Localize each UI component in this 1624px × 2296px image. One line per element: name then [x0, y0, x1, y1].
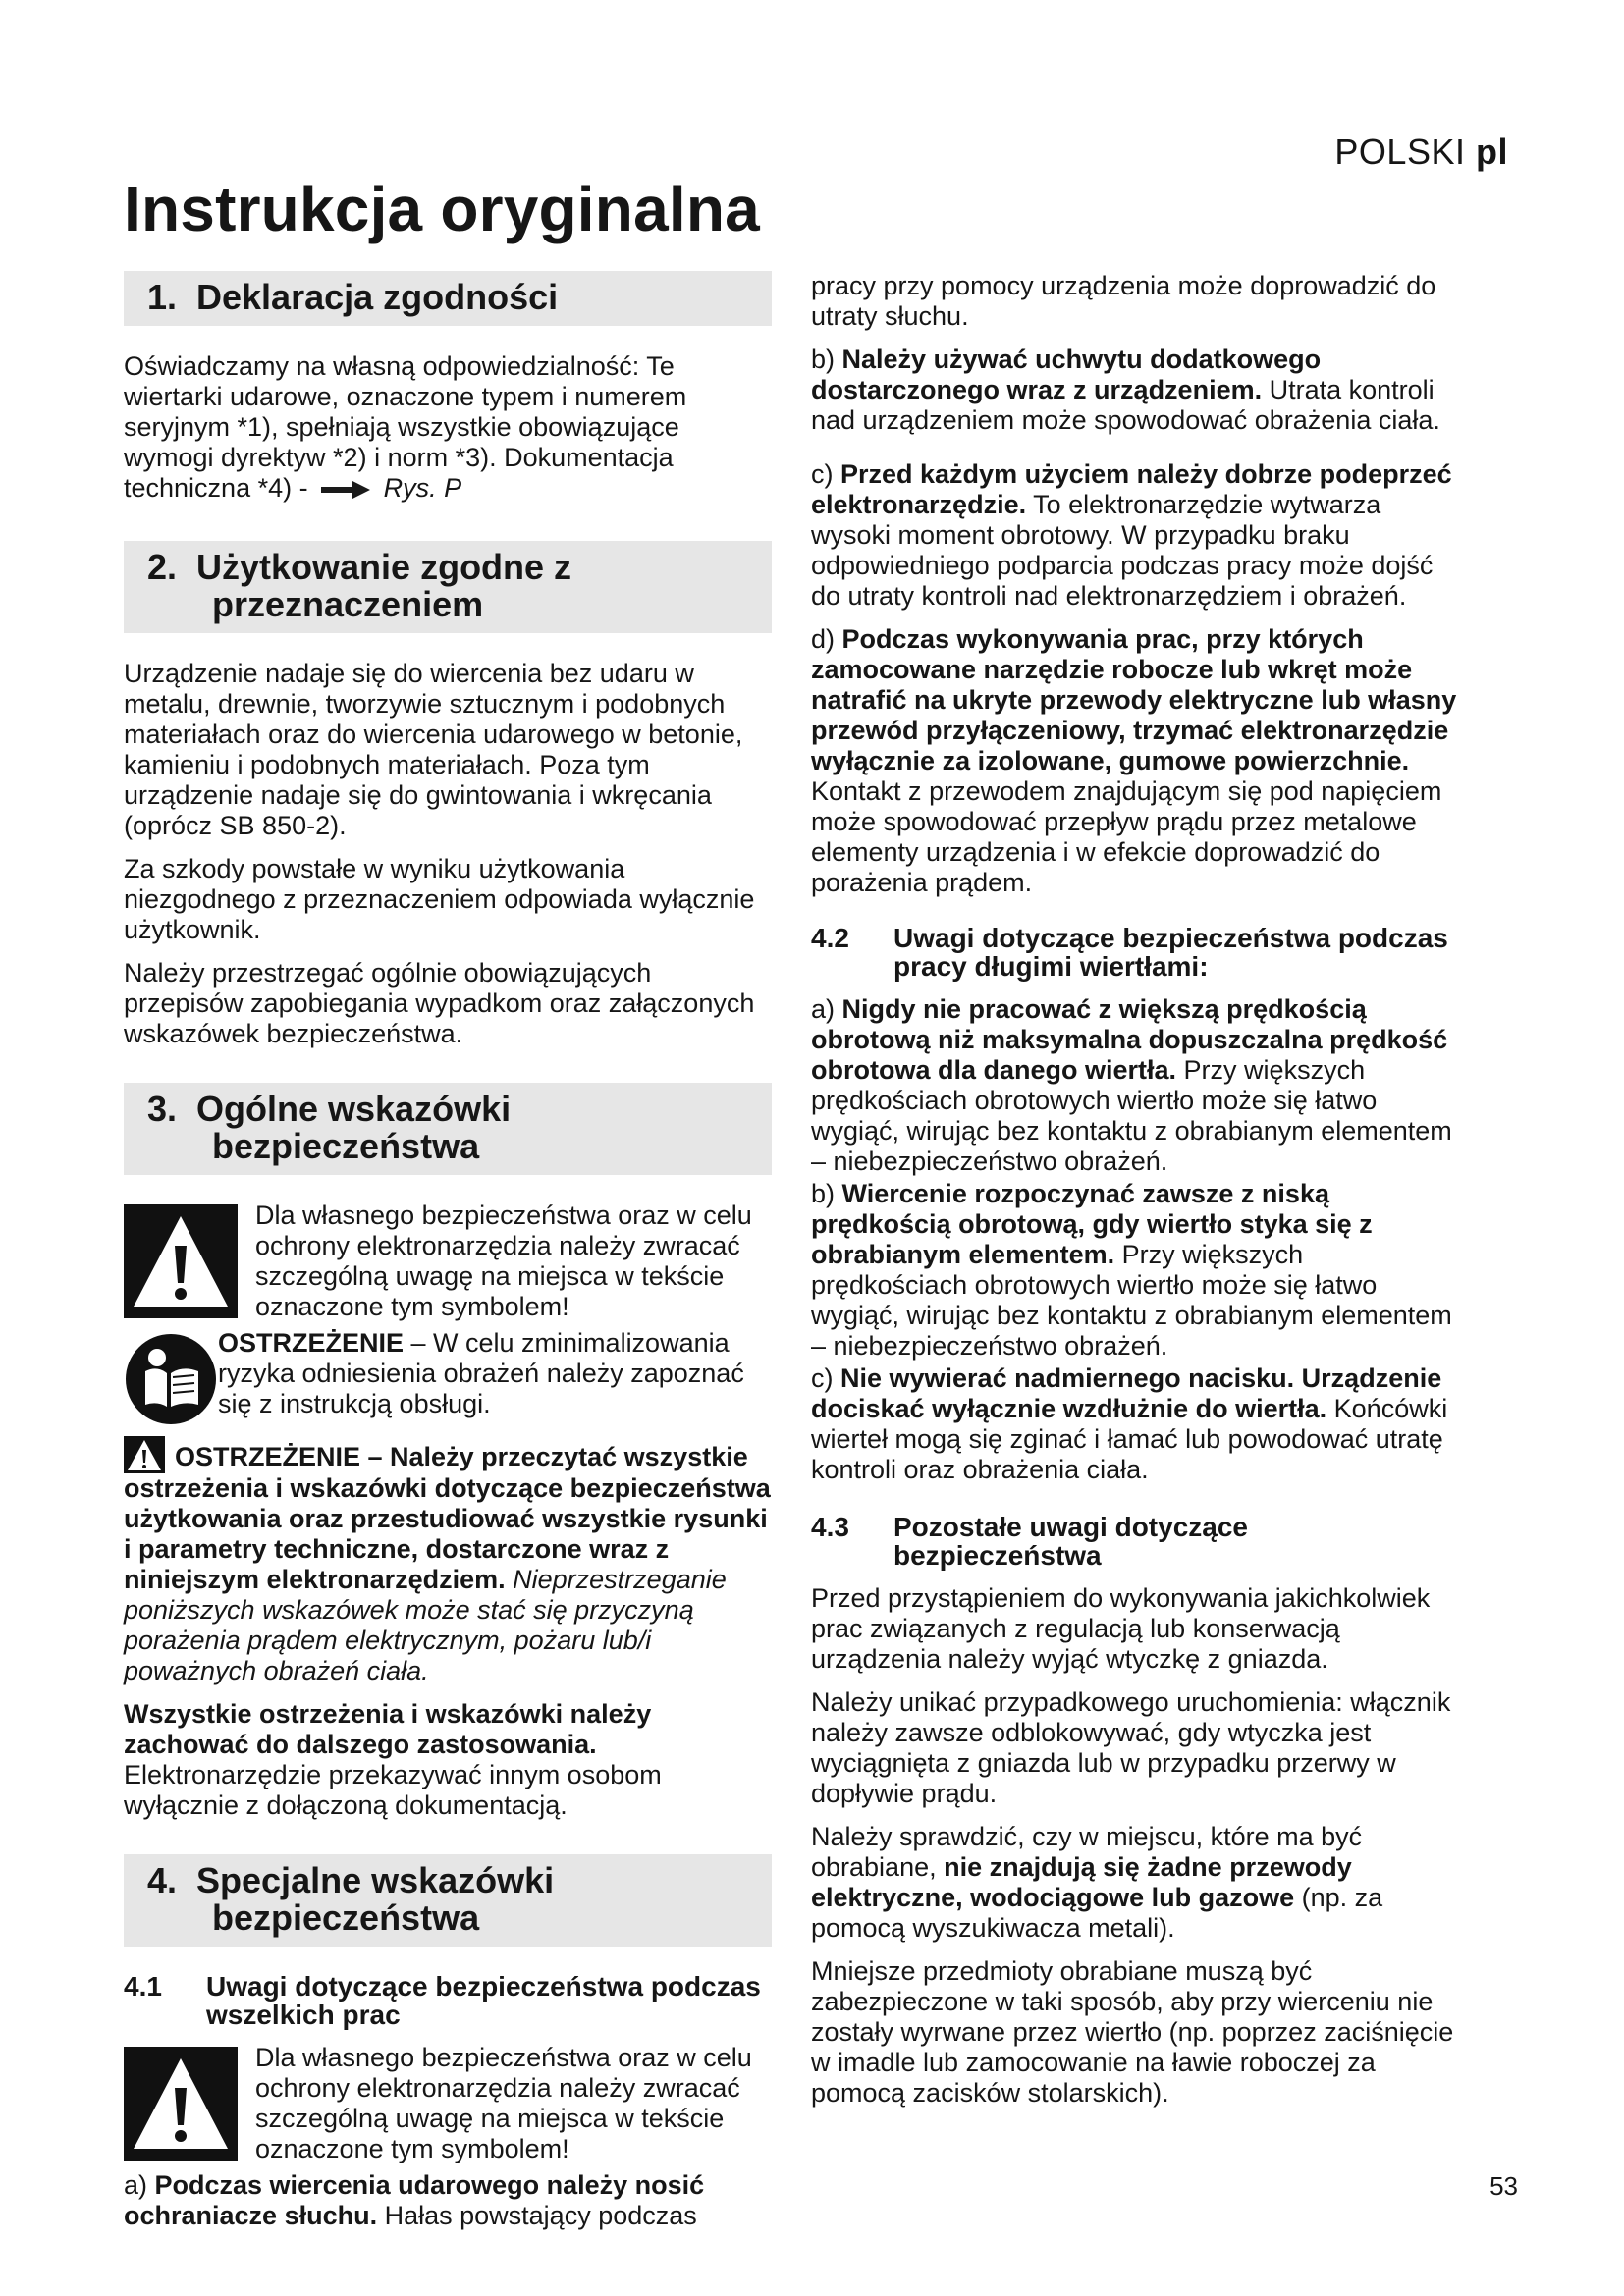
warning-notice: Dla własnego bezpieczeństwa oraz w celu ochrony elektronarzędzia należy zwracać szczególną uwagę na miejsca w tekście oznaczone tym symbolem! [124, 2043, 772, 2164]
read-manual-icon [124, 1332, 218, 1426]
usage-paragraph-2: Za szkody powstałe w wyniku użytkowania niezgodnego z przeznaczeniem odpowiada wyłącznie użytkownik. [124, 854, 755, 944]
declaration-paragraph: Oświadczamy na własną odpowiedzialność: Te wiertarki udarowe, oznaczone typem i numerem seryjnym *1), spełniają wszystkie obowiązujące wymogi dyrektyw *2) i norm *3). Dokumentacja techniczna *4) - Rys. P [124, 351, 687, 503]
continued-paragraph: pracy przy pomocy urządzenia może doprowadzić do utraty słuchu. [811, 271, 1436, 331]
warning-notice: Dla własnego bezpieczeństwa oraz w celu ochrony elektronarzędzia należy zwracać szczególną uwagę na miejsca w tekście oznaczone tym symbolem! [124, 1201, 772, 1322]
language-label: POLSKI pl [1334, 132, 1508, 172]
subsection-4-2-heading: 4.2 Uwagi dotyczące bezpieczeństwa podczas pracy długimi wiertłami: [811, 923, 1448, 982]
long-drill-item-c: c) Nie wywierać nadmiernego nacisku. Urządzenie dociskać wyłącznie wzdłużnie do wiertła. Końcówki wierteł mogą się zginać i łamać lub powodować utratę kontroli oraz obrażenia ciała. [811, 1363, 1448, 1484]
section-2-heading: 2. Użytkowanie zgodne z przeznaczeniem [124, 541, 772, 633]
long-drill-item-a: a) Nigdy nie pracować z większą prędkością obrotową niż maksymalna dopuszczalna prędkość obrotowa dla danego wiertła. Przy większych prędkościach obrotowych wiertło może się łatwo wygiąć, wirując bez kontaktu z obrabianym elementem – niebezpieczeństwo obrażeń. [811, 994, 1452, 1176]
read-manual-notice: OSTRZEŻENIE – W celu zminimalizowania ryzyka odniesienia obrażeń należy zapoznać się z instrukcją obsługi. [124, 1328, 772, 1426]
subsection-4-3-heading: 4.3 Pozostałe uwagi dotyczące bezpieczeństwa [811, 1512, 1248, 1571]
warning-triangle-icon [124, 1204, 238, 1318]
left-column [124, 271, 772, 2244]
subsection-4-1-heading: 4.1 Uwagi dotyczące bezpieczeństwa podczas wszelkich prac [124, 1971, 761, 2030]
long-drill-item-b: b) Wiercenie rozpoczynać zawsze z niską prędkością obrotową, gdy wiertło styka się z obrabianym elementem. Przy większych prędkościach obrotowych wiertło może się łatwo wygiąć, wirując bez kontaktu z obrabianym elementem – niebezpieczeństwo obrażeń. [811, 1179, 1452, 1361]
other-safety-paragraph-1: Przed przystąpieniem do wykonywania jakichkolwiek prac związanych z regulacją lub konserwacją urządzenia należy wyjąć wtyczkę z gniazda. [811, 1583, 1431, 1674]
instruction-item-b: b) Należy używać uchwytu dodatkowego dostarczonego wraz z urządzeniem. Utrata kontroli nad urządzeniem może spowodować obrażenia ciała. [811, 345, 1440, 435]
page-title: Instrukcja oryginalna [124, 174, 760, 244]
instruction-item-a: a) Podczas wiercenia udarowego należy nosić ochraniacze słuchu. Hałas powstający podczas [124, 2170, 705, 2230]
usage-paragraph-1: Urządzenie nadaje się do wiercenia bez udaru w metalu, drewnie, tworzywie sztucznym i podobnych materiałach oraz do wiercenia udarowego w betonie, kamieniu i podobnych materiałach. Poza tym urządzenie nadaje się do gwintowania i wkręcania (oprócz SB 850-2). [124, 659, 743, 840]
arrow-right-icon [319, 479, 372, 501]
section-1-heading: 1. Deklaracja zgodności [124, 271, 772, 326]
general-warning-paragraph: OSTRZEŻENIE – Należy przeczytać wszystkie ostrzeżenia i wskazówki dotyczące bezpieczeństwa użytkowania oraz przestudiować wszystkie rysunki i parametry techniczne, dostarczone wraz z niniejszym elektronarzędziem. Nieprzestrzeganie poniższych wskazówek może stać się przyczyną porażenia prądem elektrycznym, pożaru lub/i poważnych obrażeń ciała. [124, 1436, 772, 1686]
keep-instructions-paragraph: Wszystkie ostrzeżenia i wskazówki należy zachować do dalszego zastosowania. Elektronarzędzie przekazywać innym osobom wyłącznie z dołączoną dokumentacją. [124, 1699, 662, 1820]
instruction-item-c: c) Przed każdym użyciem należy dobrze podeprzeć elektronarzędzie. To elektronarzędzie wytwarza wysoki moment obrotowy. W przypadku braku odpowiedniego podparcia podczas pracy może dojść do utraty kontroli nad elektronarzędziem i obrażeń. [811, 459, 1452, 611]
instruction-item-d: d) Podczas wykonywania prac, przy których zamocowane narzędzie robocze lub wkręt może natrafić na ukryte przewody elektryczne lub własny przewód przyłączeniowy, trzymać elektronarzędzie wyłącznie za izolowane, gumowe powierzchnie. Kontakt z przewodem znajdującym się pod napięciem może spowodować przepływ prądu przez metalowe elementy urządzenia i w efekcie doprowadzić do porażenia prądem. [811, 624, 1457, 897]
warning-triangle-icon [124, 1436, 165, 1473]
other-safety-paragraph-4: Mniejsze przedmioty obrabiane muszą być zabezpieczone w taki sposób, aby przy wierceniu nie zostały wyrwane przez wiertło (np. poprzez zaciśnięcie w imadle lub zamocowanie na ławie roboczej za pomocą zacisków stolarskich). [811, 1956, 1454, 2108]
other-safety-paragraph-2: Należy unikać przypadkowego uruchomienia: włącznik należy zawsze odblokowywać, gdy wtyczka jest wyciągnięta z gniazda lub w przypadku przerwy w dopływie prądu. [811, 1687, 1451, 1808]
warning-triangle-icon [124, 2047, 238, 2161]
right-column [811, 271, 1459, 2121]
section-4-heading: 4. Specjalne wskazówki bezpieczeństwa [124, 1854, 772, 1947]
usage-paragraph-3: Należy przestrzegać ogólnie obowiązujących przepisów zapobiegania wypadkom oraz załączonych wskazówek bezpieczeństwa. [124, 958, 755, 1048]
section-3-heading: 3. Ogólne wskazówki bezpieczeństwa [124, 1083, 772, 1175]
other-safety-paragraph-3: Należy sprawdzić, czy w miejscu, które ma być obrabiane, nie znajdują się żadne przewody elektryczne, wodociągowe lub gazowe (np. za pomocą wyszukiwacza metali). [811, 1822, 1383, 1943]
page-number: 53 [1489, 2171, 1518, 2201]
